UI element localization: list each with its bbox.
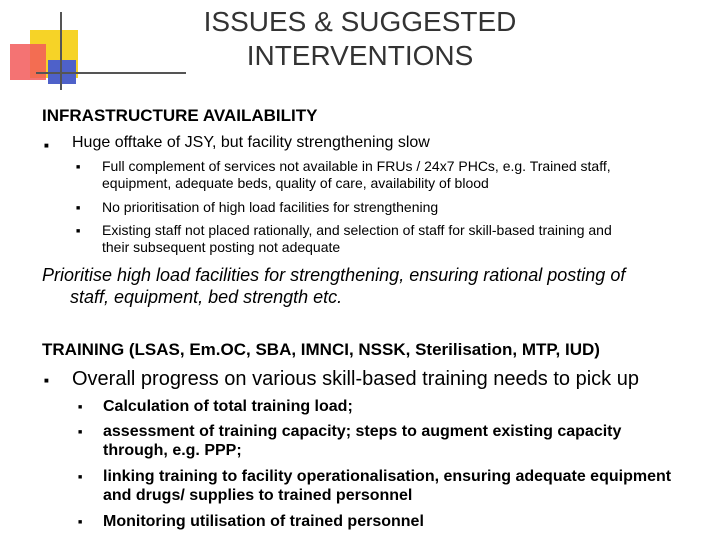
infrastructure-sub-point-3 <box>102 222 702 256</box>
infrastructure-sub-point-1 <box>102 158 702 192</box>
training-sub-point-3 <box>103 467 703 505</box>
training-point: Overall progress on various skill-based training needs to pick up <box>72 368 639 390</box>
sub-point-line: Full complement of services not available in FRUs / 24x7 PHCs, e.g. Trained staff, <box>102 158 611 174</box>
training-sub-point-2 <box>103 422 703 460</box>
recommendation-line: staff, equipment, bed strength etc. <box>70 287 343 307</box>
bullet-icon: ■ <box>76 205 81 212</box>
sub-point-line: equipment, adequate beds, quality of care, availability of blood <box>102 175 489 191</box>
bullet-icon: ■ <box>78 519 83 526</box>
bullet-icon: ■ <box>78 474 83 481</box>
sub-point-line: and drugs/ supplies to trained personnel <box>103 487 413 504</box>
bullet-icon: ■ <box>76 228 81 235</box>
training-heading: TRAINING (LSAS, Em.OC, SBA, IMNCI, NSSK, Sterilisation, MTP, IUD) <box>42 340 600 359</box>
slide-title-line-1: ISSUES & SUGGESTED <box>203 6 517 37</box>
bullet-icon: ■ <box>76 164 81 171</box>
bullet-icon: ■ <box>78 429 83 436</box>
sub-point-line: linking training to facility operationalisation, ensuring adequate equipment <box>103 468 672 485</box>
infrastructure-point: Huge offtake of JSY, but facility strengthening slow <box>72 134 430 151</box>
recommendation-line: Prioritise high load facilities for strengthening, ensuring rational posting of <box>42 265 626 285</box>
sub-point-line: their subsequent posting not adequate <box>102 239 341 255</box>
infrastructure-sub-point-2 <box>102 199 702 216</box>
sub-point-line: Existing staff not placed rationally, and selection of staff for skill-based training and <box>102 222 612 238</box>
slide-title <box>160 5 560 73</box>
infrastructure-recommendation <box>42 264 712 308</box>
sub-point-line: Monitoring utilisation of trained personnel <box>103 513 424 530</box>
training-sub-point-4 <box>103 512 703 531</box>
training-sub-point-1 <box>103 397 703 416</box>
bullet-icon: ■ <box>44 141 49 150</box>
infrastructure-heading: INFRASTRUCTURE AVAILABILITY <box>42 106 318 125</box>
decor-vertical-line <box>60 12 62 90</box>
sub-point-line: through, e.g. PPP; <box>103 442 242 459</box>
sub-point-line: No prioritisation of high load facilities for strengthening <box>102 199 439 215</box>
decor-red-square <box>10 44 46 80</box>
bullet-icon: ■ <box>44 376 49 385</box>
sub-point-line: Calculation of total training load; <box>103 398 353 415</box>
sub-point-line: assessment of training capacity; steps to augment existing capacity <box>103 423 622 440</box>
slide-title-line-2: INTERVENTIONS <box>246 40 474 71</box>
bullet-icon: ■ <box>78 404 83 411</box>
